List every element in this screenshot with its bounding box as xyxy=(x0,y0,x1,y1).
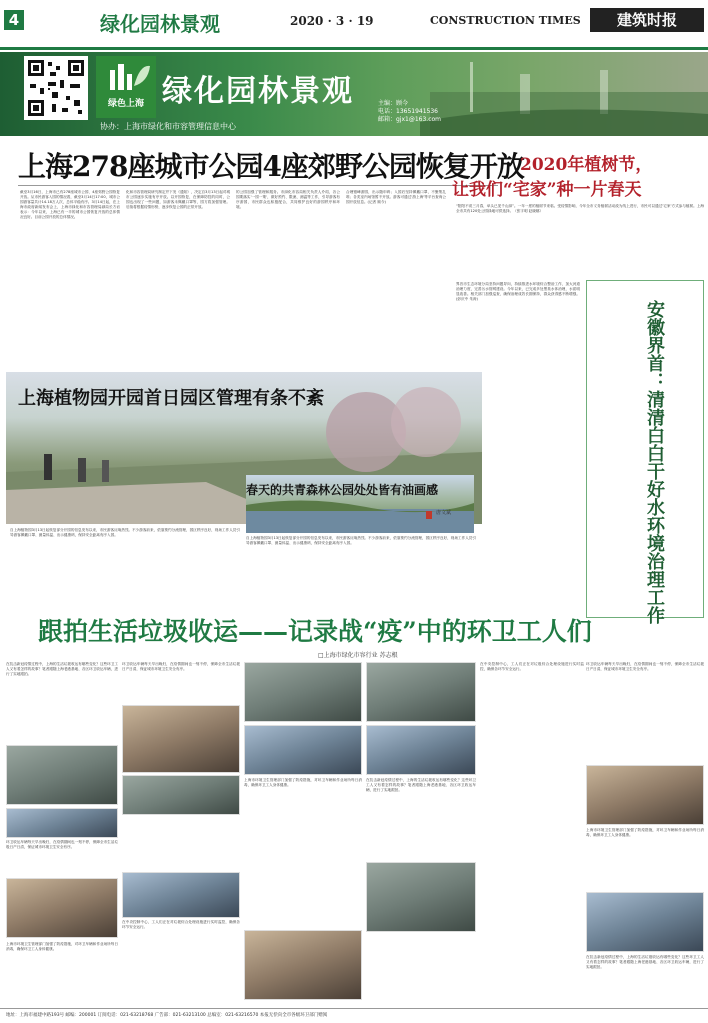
city-leaf-icon xyxy=(96,56,156,96)
sanitation-photo xyxy=(586,892,704,952)
sanitation-photo xyxy=(6,878,118,938)
divider xyxy=(18,185,498,186)
main-story-column-2: 化和市容管理局研究制定并下发《通知》，决定自3月13日起对城市公园逐步实施有序开放。以开园恢复，在保障防控的同时，公园也出现了一些问题，如游客未佩戴口罩等，园方将加强管理。后续将根据疫情形势，逐步恢复公园的正常开放。 xyxy=(126,190,230,209)
sanitation-photo xyxy=(6,808,118,838)
sanitation-photo xyxy=(366,662,476,722)
banner-title: 绿化园林景观 xyxy=(162,74,354,109)
sanitation-photo xyxy=(366,862,476,932)
park-story-body: 自上海植物园3月13日起恢复部分开园的信息发布以来，市民游客反响热烈。不少游客前来，依靠预约分流管理，园区秩序良好，现场工作人员引导游客佩戴口罩、测量体温、出示健康码，保持安全距离有序入园。 xyxy=(246,536,476,545)
badge-label: 绿色上海 xyxy=(107,99,144,109)
paper-logo: 建筑时报 xyxy=(590,8,704,32)
sanitation-column-6b: 上海市环境卫生管理部门加强了防疫措施，对环卫车辆和作业场所每日消毒，确保环卫工人身体健康。 xyxy=(586,828,704,837)
sanitation-column-1: 在抗击新冠疫情过程中，上海的生活垃圾收运有哪些变化？这些环卫工人又有着怎样的故事？笔者跟随上海老港基地、各区环卫收运车辆，进行了实地跟拍。 xyxy=(6,662,118,676)
paper-name-en: CONSTRUCTION TIMES xyxy=(430,14,581,27)
main-story-column-1: 截至3月16日，上海市已有278座城市公园、4座郊野公园恢复开放。从市民游客入园的情况看，截至3月14日17:00，城市公园游客量共计14.18万人次，总体平稳有序。3月14日起，在上海市政府新闻发布会上，上海市绿化和市容管理局副局长方岩表示：今年以来，上海已有一半的城市公园恢复开放的总体情况良好。目前公园开放的总体情况。 xyxy=(20,190,120,219)
sanitation-column-1b: 环卫收运车辆每天早出晚归，在疫情期间也一刻不停，保障全市生活垃圾日产日清，保证城市环境卫生安全有序。 xyxy=(6,840,118,849)
tree-story-headline-2: 让我们“宅家”种一片春天 xyxy=(452,180,642,200)
issue-date: 2020 · 3 · 19 xyxy=(290,14,374,28)
sanitation-photo xyxy=(6,745,118,805)
editor-line: 主编：顾今 xyxy=(378,100,409,107)
sanitation-byline: □上海市绿化市容行业 苏志根 xyxy=(318,652,398,659)
sanitation-photo xyxy=(244,725,362,775)
park-headline: 春天的共青森林公园处处皆有油画感 xyxy=(246,483,439,497)
sanitation-photo xyxy=(122,705,240,773)
sanitation-column-2: 环卫收运车辆每天早出晚归，在疫情期间也一刻不停，保障全市生活垃圾日产日清，保证城市环境卫生安全有序。 xyxy=(122,662,240,671)
green-shanghai-badge xyxy=(96,56,156,118)
anhui-story-title: 安徽界首：清清白白干好水环境治理工作 xyxy=(644,300,665,624)
main-story-column-4: 合理错峰游园，出示随申码；入园后坚持佩戴口罩，不聚集扎堆；各类室内场馆暂不开放。游客可通过'游上海'等平台查询公园开放信息。(记者 顾今) xyxy=(346,190,446,204)
park-photo-credit: 唐文斌 xyxy=(436,510,452,516)
garden-headline: 上海植物园开园首日园区管理有条不紊 xyxy=(18,388,324,409)
sanitation-photo xyxy=(244,930,362,1000)
section-title: 绿化园林景观 xyxy=(100,12,220,36)
sanitation-column-6c: 在抗击新冠疫情过程中，上海的生活垃圾收运有哪些变化？这些环卫工人又有着怎样的故事？笔者跟随上海老港基地、各区环卫收运车辆，进行了实地跟拍。 xyxy=(586,955,704,969)
sanitation-headline: 跟拍生活垃圾收运——记录战“疫”中的环卫工人们 xyxy=(38,617,592,646)
tree-story-headline-1: 2020年植树节， xyxy=(520,155,653,175)
sanitation-column-6: 环卫收运车辆每天早出晚归，在疫情期间也一刻不停，保障全市生活垃圾日产日清，保证城市环境卫生安全有序。 xyxy=(586,662,704,671)
sanitation-photo xyxy=(586,765,704,825)
sanitation-column-4: 在抗击新冠疫情过程中，上海的生活垃圾收运有哪些变化？这些环卫工人又有着怎样的故事？笔者跟随上海老港基地、各区环卫收运车辆，进行了实地跟拍。 xyxy=(366,778,476,792)
tree-story-body: “阳阳不误三月春，举头已见千山绿”。一年一度的植树节来临。受疫情影响，今年全市义务植树活动改为线上进行，市民可以通过'宅家'方式参与植树。上海全市共有120处公园绿地可供选择。（张宇明 赵晓娜） xyxy=(456,204,704,213)
page-footer: 地址：上海市福建中路193号 邮编：200001 订阅电话：021-63218768 广告部：021-63213100 总编室：021-63216570 本报无偿向全市各级环卫部门赠阅 xyxy=(0,1008,708,1023)
sanitation-column-5: 在中央控制中心，工人们正在对垃圾综合处理设施进行实时监控，确保各环节安全运行。 xyxy=(480,662,584,671)
sanitation-photo xyxy=(244,662,362,722)
sanitation-photo xyxy=(122,775,240,815)
editor-info xyxy=(378,100,441,124)
sanitation-column-3: 上海市环境卫生管理部门加强了防疫措施，对环卫车辆和作业场所每日消毒，确保环卫工人身体健康。 xyxy=(244,778,362,787)
sanitation-column-1c: 上海市环境卫生管理部门加强了防疫措施，对环卫车辆和作业场所每日消毒，确保环卫工人身体健康。 xyxy=(6,942,118,951)
page-number: 4 xyxy=(4,10,24,30)
qr-code-icon xyxy=(26,58,86,118)
co-host-line: 协办：上海市绿化和市容管理信息中心 xyxy=(100,122,236,131)
qr-code[interactable] xyxy=(24,56,88,120)
sanitation-column-2b: 在中央控制中心，工人们正在对垃圾综合处理设施进行实时监控，确保各环节安全运行。 xyxy=(122,920,240,929)
sanitation-photo xyxy=(366,725,476,775)
sanitation-photo xyxy=(122,872,240,918)
anhui-story-body: 界首市生态环境分局坚持问题导向，持续推进水环境综合整治工作，加大河道治理力度，完善污水管网建设。今年以来，已完成多处黑臭水体治理，水质明显改善。相关部门加强巡查，确保治理成效长期保持，群众获得感不断增强。(彭庆中 朱涛) xyxy=(456,282,580,301)
main-headline: 上海278座城市公园4座郊野公园恢复开放 xyxy=(18,150,524,183)
main-story-column-3: 的公园加强了管理和服务。市绿化市容局相关负责人介绍，各公园要落实'一园一策'，做好预约、限流、测温等工作，引导游客有序游园，市民群众也积极配合，共同维护良好的游园秩序和环境。 xyxy=(236,190,340,209)
phone-line: 电话：13651941536 xyxy=(378,108,438,115)
garden-story-body: 自上海植物园3月13日起恢复部分开园的信息发布以来，市民游客反响热烈。不少游客前来，依靠预约分流管理，园区秩序良好，现场工作人员引导游客佩戴口罩、测量体温、出示健康码，保持安全距离有序入园。 xyxy=(10,528,240,537)
email-line: 邮箱：gjx1@163.com xyxy=(378,116,442,123)
